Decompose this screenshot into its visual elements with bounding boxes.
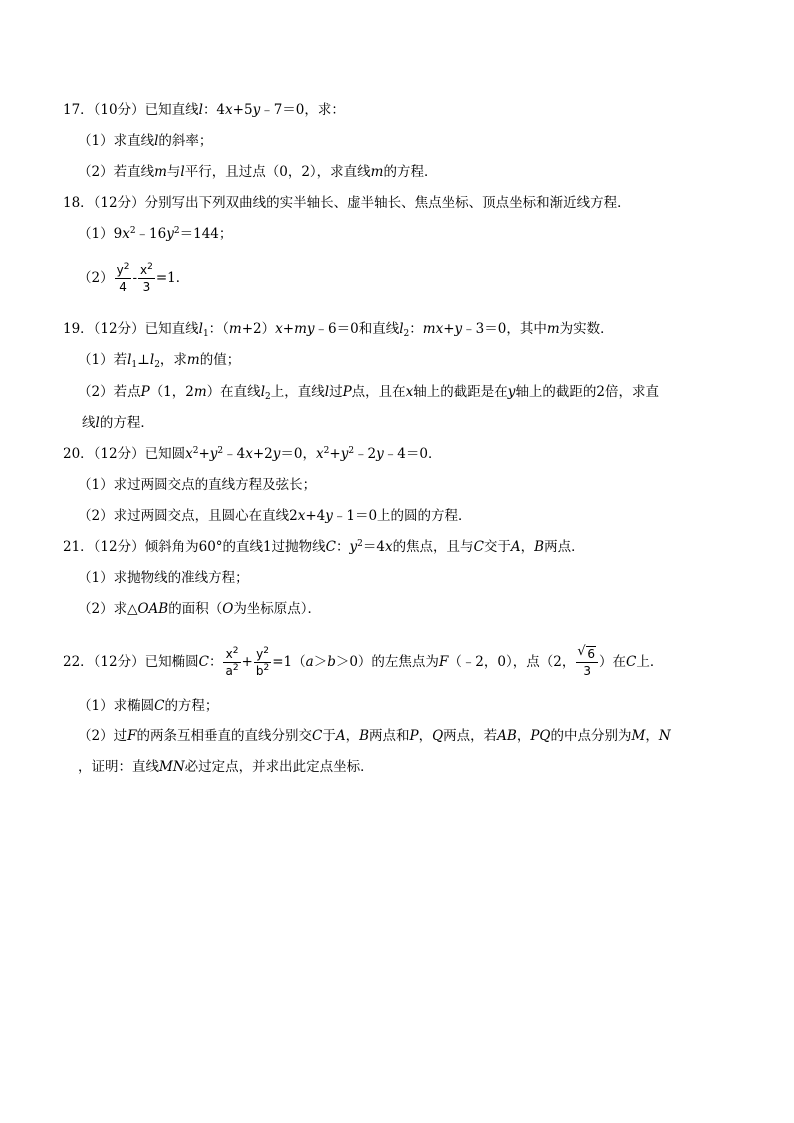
sqrt-symbol: √ 6 — [578, 646, 596, 662]
q21-part2: （2）求△OAB的面积（O为坐标原点）． — [78, 601, 322, 617]
q17-part1: （1）求直线l的斜率； — [78, 133, 213, 149]
q19-part2-cont: 线l的方程． — [82, 415, 154, 431]
q21-stem: 21．（12分）倾斜角为60°的直线1过抛物线C：$y^2=4x$的焦点，且与C交于A，B两点． — [63, 539, 585, 555]
fraction-y2-over-4: $\frac{y^2}{4}$ — [116, 262, 130, 294]
q20-part2: （2）求过两圆交点，且圆心在直线2x+4y﹣1＝0上的圆的方程． — [78, 508, 472, 524]
q22-part2: （2）过F的两条互相垂直的直线分别交C于A，B两点和P，Q两点，若AB，PQ的中点分别为M，N — [78, 728, 671, 744]
q18-part2: （2） $\frac{y^2}{4}$ - $\frac{x^2}{3}$ =1． — [78, 262, 190, 294]
fraction-y2-over-b2: $\frac{y^2}{b^2}$ — [255, 646, 270, 678]
q20-stem: 20．（12分）已知圆$x^2+y^2﹣4x+2y=0$，$x^2+y^2﹣2y﹣4=0$． — [63, 446, 442, 462]
q17-stem: 17．（10分）已知直线l：4x+5y﹣7＝0，求： — [63, 102, 345, 118]
q20-part1: （1）求过两圆交点的直线方程及弦长； — [78, 477, 317, 493]
q17-part2: （2）若直线m与l平行，且过点（0，2），求直线m的方程． — [78, 164, 438, 180]
fraction-x2-over-a2: $\frac{x^2}{a^2}$ — [225, 646, 239, 678]
q22-part2-cont: ，证明：直线MN必过定点，并求出此定点坐标． — [78, 759, 374, 775]
q22-part1: （1）求椭圆C的方程； — [78, 698, 219, 714]
q19-part1: （1）若$l_1\perp l_2$，求m的值； — [78, 352, 241, 370]
q22-stem: 22．（12分）已知椭圆C： $\frac{x^2}{a^2}$ + $\frac{y^2}{b^2}$ =1（a＞b＞0）的左焦点为F（﹣2，0），点（2， √ $\frac{6}{3}$ ）在C上． — [63, 646, 663, 679]
fraction-sqrt6-over-3: √ $\frac{6}{3}$ — [576, 646, 598, 679]
q18-part1: $(1)9x^2﹣16y^2=144$； — [78, 226, 233, 242]
q19-stem: 19．（12分）已知直线$l_1$：（m+2）x+my﹣6＝0和直线$l_2$：mx+y﹣3＝0，其中m为实数． — [63, 321, 614, 339]
q19-part2: （2）若点P（1，2m）在直线$l_2$上，直线l过P点，且在x轴上的截距是在y轴上的截距的2倍，求直 — [78, 384, 660, 402]
q21-part1: （1）求抛物线的准线方程； — [78, 570, 249, 586]
fraction-x2-over-3: $\frac{x^2}{3}$ — [140, 262, 153, 294]
q18-stem: 18．（12分）分别写出下列双曲线的实半轴长、虚半轴长、焦点坐标、顶点坐标和渐近线方程． — [63, 195, 631, 211]
